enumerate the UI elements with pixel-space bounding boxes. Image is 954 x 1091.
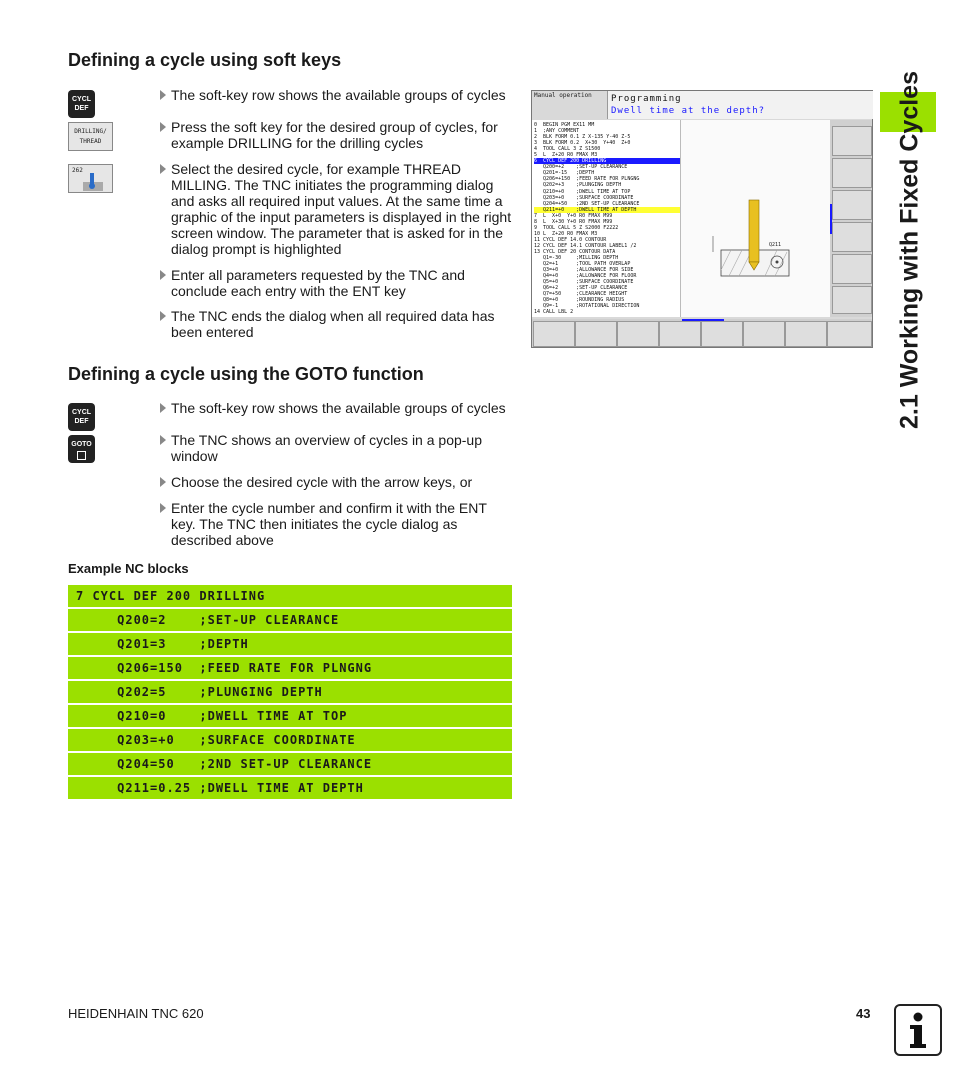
arrow-bullet-icon xyxy=(160,90,166,100)
nc-block-row: Q201=3 ;DEPTH xyxy=(68,633,512,655)
arrow-bullet-icon xyxy=(160,503,166,513)
program-line: 10 L Z+20 R0 FMAX M3 xyxy=(534,230,598,237)
program-line: 6 CYCL DEF 200 DRILLING xyxy=(534,158,680,164)
arrow-bullet-icon xyxy=(160,311,166,321)
nc-block-row: Q210=0 ;DWELL TIME AT TOP xyxy=(68,705,512,727)
program-line: 3 BLK FORM 0.2 X+30 Y+40 Z+0 xyxy=(534,140,631,147)
goto-key[interactable] xyxy=(68,435,95,463)
graphic-label: Q211 xyxy=(769,242,782,248)
chapter-side-title xyxy=(880,60,940,440)
cycle-262-label: 262 xyxy=(72,167,83,174)
horizontal-softkey[interactable] xyxy=(617,321,659,347)
horizontal-softkey[interactable] xyxy=(827,321,872,347)
goto-key-label: GOTO xyxy=(71,441,92,448)
program-line: Q201=-15 ;DEPTH xyxy=(534,170,595,177)
arrow-bullet-icon xyxy=(160,122,166,132)
arrow-bullet-icon xyxy=(160,477,166,487)
program-line: 4 TOOL CALL 3 Z S1500 xyxy=(534,146,601,153)
drill-graphic xyxy=(681,120,831,317)
program-line: 13 CYCL DEF 20 CONTOUR DATA xyxy=(534,248,616,255)
program-line: Q200=+2 ;SET-UP CLEARANCE xyxy=(534,164,628,171)
horizontal-softkey-bar xyxy=(532,319,872,347)
program-line: Q5=+0 ;SURFACE COORDINATE xyxy=(534,279,634,286)
arrow-bullet-icon xyxy=(160,403,166,413)
nc-block-row: 7 CYCL DEF 200 DRILLING xyxy=(68,585,512,607)
program-line: Q210=+0 ;DWELL TIME AT TOP xyxy=(534,188,631,195)
program-line: 2 BLK FORM 0.1 Z X-135 Y-40 Z-5 xyxy=(534,134,631,141)
program-line: 14 CALL LBL 2 xyxy=(534,309,574,316)
vertical-softkey-bar xyxy=(830,120,872,317)
drilling-softkey-line2: THREAD xyxy=(79,138,102,145)
step: The soft-key row shows the available groups of cycles xyxy=(160,87,512,103)
thread-mill-icon xyxy=(83,173,103,191)
graphic-window xyxy=(680,120,831,317)
info-glyph xyxy=(896,1006,940,1054)
horizontal-softkey[interactable] xyxy=(575,321,617,347)
step: Enter the cycle number and confirm it with the ENT key. The TNC then initiates the cycle dialog as described above xyxy=(160,500,512,548)
program-line: Q204=+50 ;2ND SET-UP CLEARANCE xyxy=(534,200,640,207)
horizontal-softkey[interactable] xyxy=(659,321,701,347)
vertical-softkey[interactable] xyxy=(832,158,872,188)
nc-block-row: Q206=150 ;FEED RATE FOR PLNGNG xyxy=(68,657,512,679)
step: Press the soft key for the desired group of cycles, for example DRILLING for the drilling cycles xyxy=(160,119,512,151)
screen-header xyxy=(607,91,873,119)
program-line: Q7=+50 ;CLEARANCE HEIGHT xyxy=(534,291,628,298)
program-line: Q1=-30 ;MILLING DEPTH xyxy=(534,255,619,262)
arrow-bullet-icon xyxy=(160,164,166,174)
program-line: Q203=+0 ;SURFACE COORDINATE xyxy=(534,194,634,201)
program-line: 0 BEGIN PGM EX11 MM xyxy=(534,122,595,128)
page-number: 43 xyxy=(856,1006,871,1021)
arrow-bullet-icon xyxy=(160,435,166,445)
program-line: 7 L X+0 Y+0 R0 FMAX M99 xyxy=(534,212,613,219)
horizontal-softkey[interactable] xyxy=(533,321,575,347)
cycl-def-key-line2: DEF xyxy=(74,418,89,425)
program-line: 1 ;ANY COMMENT xyxy=(534,128,580,135)
program-line: Q202=+3 ;PLUNGING DEPTH xyxy=(534,182,622,189)
section-heading-goto: Defining a cycle using the GOTO function xyxy=(68,364,424,384)
vertical-softkey[interactable] xyxy=(832,126,872,156)
program-line: 11 CYCL DEF 14.0 CONTOUR xyxy=(534,236,607,243)
program-line: Q211=+0 ;DWELL TIME AT DEPTH xyxy=(534,207,680,213)
program-line: 8 L X+30 Y+0 R0 FMAX M99 xyxy=(534,218,613,225)
drilling-softkey-line1: DRILLING/ xyxy=(74,128,107,135)
vertical-softkey[interactable] xyxy=(832,286,872,314)
program-line: Q3=+0 ;ALLOWANCE FOR SIDE xyxy=(534,267,634,274)
step: Choose the desired cycle with the arrow keys, or xyxy=(160,474,512,490)
tnc-screen xyxy=(531,90,873,348)
cycl-def-key[interactable] xyxy=(68,90,95,118)
screen-mode: Manual operation xyxy=(534,92,592,99)
cycl-def-key-line1: CYCL xyxy=(71,409,92,416)
program-line: 5 L Z+20 R0 FMAX M3 xyxy=(534,152,598,159)
program-listing xyxy=(532,120,680,317)
vertical-softkey[interactable] xyxy=(832,190,872,220)
example-heading: Example NC blocks xyxy=(68,561,189,576)
step: Select the desired cycle, for example THREAD MILLING. The TNC initiates the programming dialog and asks all required input values. At the same time a graphic of the input parameters is displayed in the right screen window. The parameter that is asked for in the dialog prompt is highlighted xyxy=(160,161,512,257)
cycle-262-softkey[interactable] xyxy=(68,164,113,193)
step: The soft-key row shows the available groups of cycles xyxy=(160,400,512,416)
program-line: Q6=+2 ;SET-UP CLEARANCE xyxy=(534,285,628,292)
nc-block-row: Q202=5 ;PLUNGING DEPTH xyxy=(68,681,512,703)
horizontal-softkey[interactable] xyxy=(743,321,785,347)
cycl-def-key[interactable] xyxy=(68,403,95,431)
program-line: 12 CYCL DEF 14.1 CONTOUR LABEL1 /2 xyxy=(534,242,637,249)
goto-square-icon xyxy=(77,451,86,460)
footer-product: HEIDENHAIN TNC 620 xyxy=(68,1006,204,1021)
vertical-softkey[interactable] xyxy=(832,254,872,284)
vertical-softkey[interactable] xyxy=(832,222,872,252)
screen-title: Programming xyxy=(611,94,682,104)
program-line: 9 TOOL CALL 5 Z S2000 F2222 xyxy=(534,224,619,231)
nc-block-row: Q211=0.25 ;DWELL TIME AT DEPTH xyxy=(68,777,512,799)
cycl-def-key-line1: CYCL xyxy=(71,96,92,103)
arrow-bullet-icon xyxy=(160,270,166,280)
nc-block-row: Q203=+0 ;SURFACE COORDINATE xyxy=(68,729,512,751)
screen-prompt: Dwell time at the depth? xyxy=(611,106,766,116)
program-line: Q206=+150 ;FEED RATE FOR PLNGNG xyxy=(534,176,640,183)
cycl-def-key-line2: DEF xyxy=(74,105,89,112)
step: The TNC ends the dialog when all required data has been entered xyxy=(160,308,512,340)
info-icon xyxy=(894,1004,942,1056)
program-line: Q9=-1 ;ROTATIONAL DIRECTION xyxy=(534,303,640,310)
horizontal-softkey[interactable] xyxy=(785,321,827,347)
program-line: Q8=+0 ;ROUNDING RADIUS xyxy=(534,297,625,304)
program-line: Q4=+0 ;ALLOWANCE FOR FLOOR xyxy=(534,273,637,280)
side-title-text: 2.1 Working with Fixed Cycles xyxy=(895,71,924,429)
horizontal-softkey[interactable] xyxy=(701,321,743,347)
nc-block-row: Q200=2 ;SET-UP CLEARANCE xyxy=(68,609,512,631)
drilling-thread-softkey[interactable] xyxy=(68,122,113,151)
program-line: Q2=+1 ;TOOL PATH OVERLAP xyxy=(534,261,631,268)
nc-block-row: Q204=50 ;2ND SET-UP CLEARANCE xyxy=(68,753,512,775)
section-heading-soft-keys: Defining a cycle using soft keys xyxy=(68,50,342,70)
step: The TNC shows an overview of cycles in a pop-up window xyxy=(160,432,512,464)
scroll-indicator xyxy=(830,204,832,234)
step: Enter all parameters requested by the TNC and conclude each entry with the ENT key xyxy=(160,267,512,299)
